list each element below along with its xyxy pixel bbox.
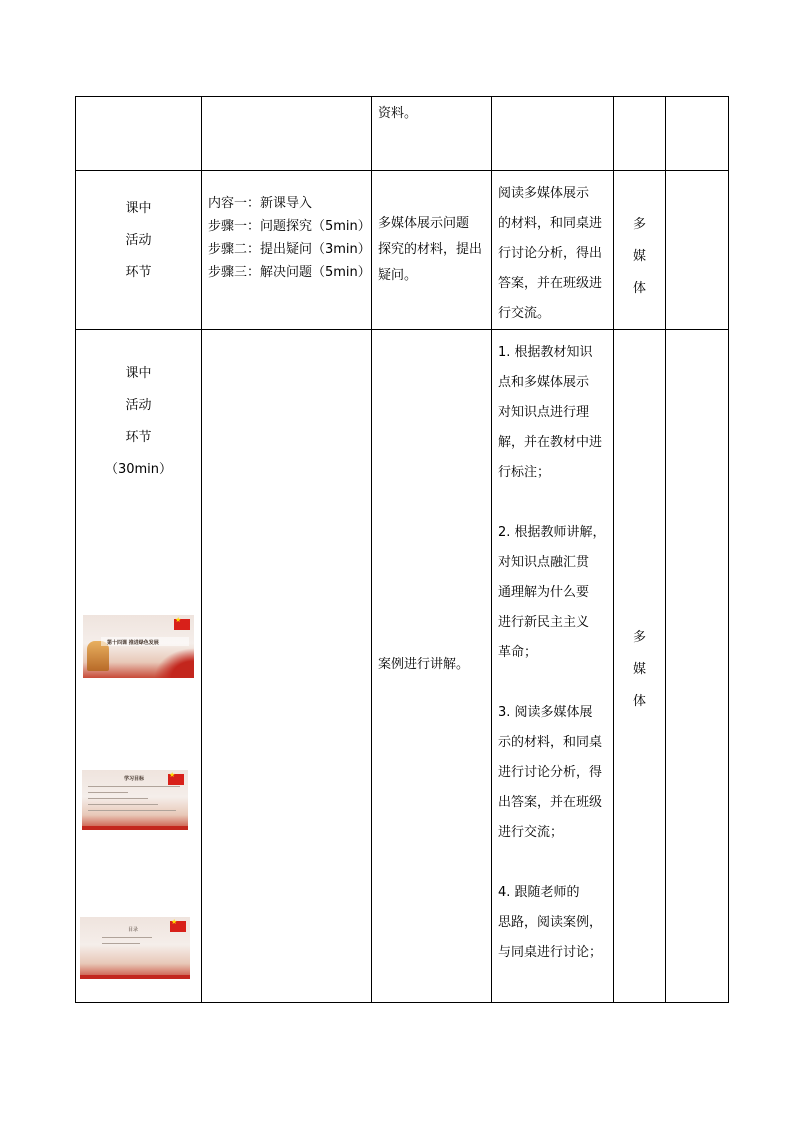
slide-thumbnail — [83, 615, 194, 678]
cell — [202, 330, 372, 1003]
cell — [614, 97, 666, 171]
cell-text: 步骤三：解决问题（5min） — [208, 265, 371, 280]
cell — [492, 97, 614, 171]
cell-text: 步骤二：提出疑问（3min） — [208, 242, 371, 257]
cell — [372, 171, 492, 330]
cell-text: 2. 根据教师讲解， — [498, 525, 606, 540]
cell-text: 环节 — [125, 430, 152, 445]
cell-text: 4. 跟随老师的 — [498, 885, 580, 900]
slide-title: 第十四课 推进绿色发展 — [107, 640, 159, 646]
flag-icon — [174, 619, 190, 630]
cell — [614, 171, 666, 330]
slide-title: 学习目标 — [124, 776, 145, 782]
cell — [666, 171, 729, 330]
cell-text: 进行交流； — [498, 825, 564, 840]
cell-text: 对知识点融汇贯 — [498, 555, 590, 570]
cell-text: 进行新民主主义 — [498, 615, 590, 630]
table-row — [76, 171, 729, 330]
slide-thumbnail — [82, 770, 188, 830]
cell-text: 思路，阅读案例， — [498, 915, 603, 930]
cell-text: 的材料，和同桌进 — [498, 216, 603, 231]
cell-text: 媒 — [632, 662, 646, 677]
cell-text: 多媒体展示问题 — [378, 216, 470, 231]
table-row — [76, 97, 729, 171]
slide-title: 目录 — [128, 927, 139, 933]
cell-text: 资料。 — [378, 106, 418, 121]
cell — [492, 330, 614, 1003]
flag-icon — [170, 921, 186, 932]
cell — [76, 171, 202, 330]
cell-text: 通理解为什么要 — [498, 585, 590, 600]
cell-text: 疑问。 — [378, 268, 418, 283]
cell — [202, 171, 372, 330]
cell-text: 探究的材料，提出 — [378, 242, 483, 257]
slide-thumbnail — [80, 917, 190, 979]
cell — [202, 97, 372, 171]
cell-text: （30min） — [104, 462, 173, 477]
cell-text: 多 — [632, 630, 646, 645]
cell-text: 1. 根据教材知识 — [498, 345, 593, 360]
cell — [614, 330, 666, 1003]
cell-text: 革命； — [498, 645, 538, 660]
cell-text: 步骤一：问题探究（5min） — [208, 219, 371, 234]
cell-text: 行交流。 — [498, 306, 551, 321]
cell — [76, 97, 202, 171]
cell-text: 答案，并在班级进 — [498, 276, 603, 291]
cell-text: 进行讨论分析，得 — [498, 765, 603, 780]
cell-text: 示的材料，和同桌 — [498, 735, 603, 750]
cell-text: 案例进行讲解。 — [378, 657, 470, 672]
cell-text: 内容一：新课导入 — [208, 196, 313, 211]
cell-text: 体 — [632, 281, 646, 296]
cell-text: 多 — [632, 217, 646, 232]
cell-text: 活动 — [125, 398, 152, 413]
cell-text: 课中 — [125, 366, 152, 381]
cell-text: 活动 — [125, 233, 152, 248]
cell-text: 体 — [632, 694, 646, 709]
cell-text: 阅读多媒体展示 — [498, 186, 590, 201]
cell-text: 媒 — [632, 249, 646, 264]
cell — [666, 97, 729, 171]
cell — [666, 330, 729, 1003]
cell — [372, 330, 492, 1003]
cell-text: 对知识点进行理 — [498, 405, 590, 420]
cell-text: 出答案，并在班级 — [498, 795, 603, 810]
flag-icon — [168, 774, 184, 785]
cell-text: 环节 — [125, 265, 152, 280]
cell-text: 解，并在教材中进 — [498, 435, 603, 450]
cell-text: 3. 阅读多媒体展 — [498, 705, 593, 720]
cell-text: 行讨论分析，得出 — [498, 246, 603, 261]
lesson-plan-table — [75, 96, 729, 1003]
cell-text: 与同桌进行讨论； — [498, 945, 603, 960]
cell-text: 课中 — [125, 201, 152, 216]
cell-text: 行标注； — [498, 465, 551, 480]
cell — [372, 97, 492, 171]
cell — [492, 171, 614, 330]
cell-text: 点和多媒体展示 — [498, 375, 590, 390]
